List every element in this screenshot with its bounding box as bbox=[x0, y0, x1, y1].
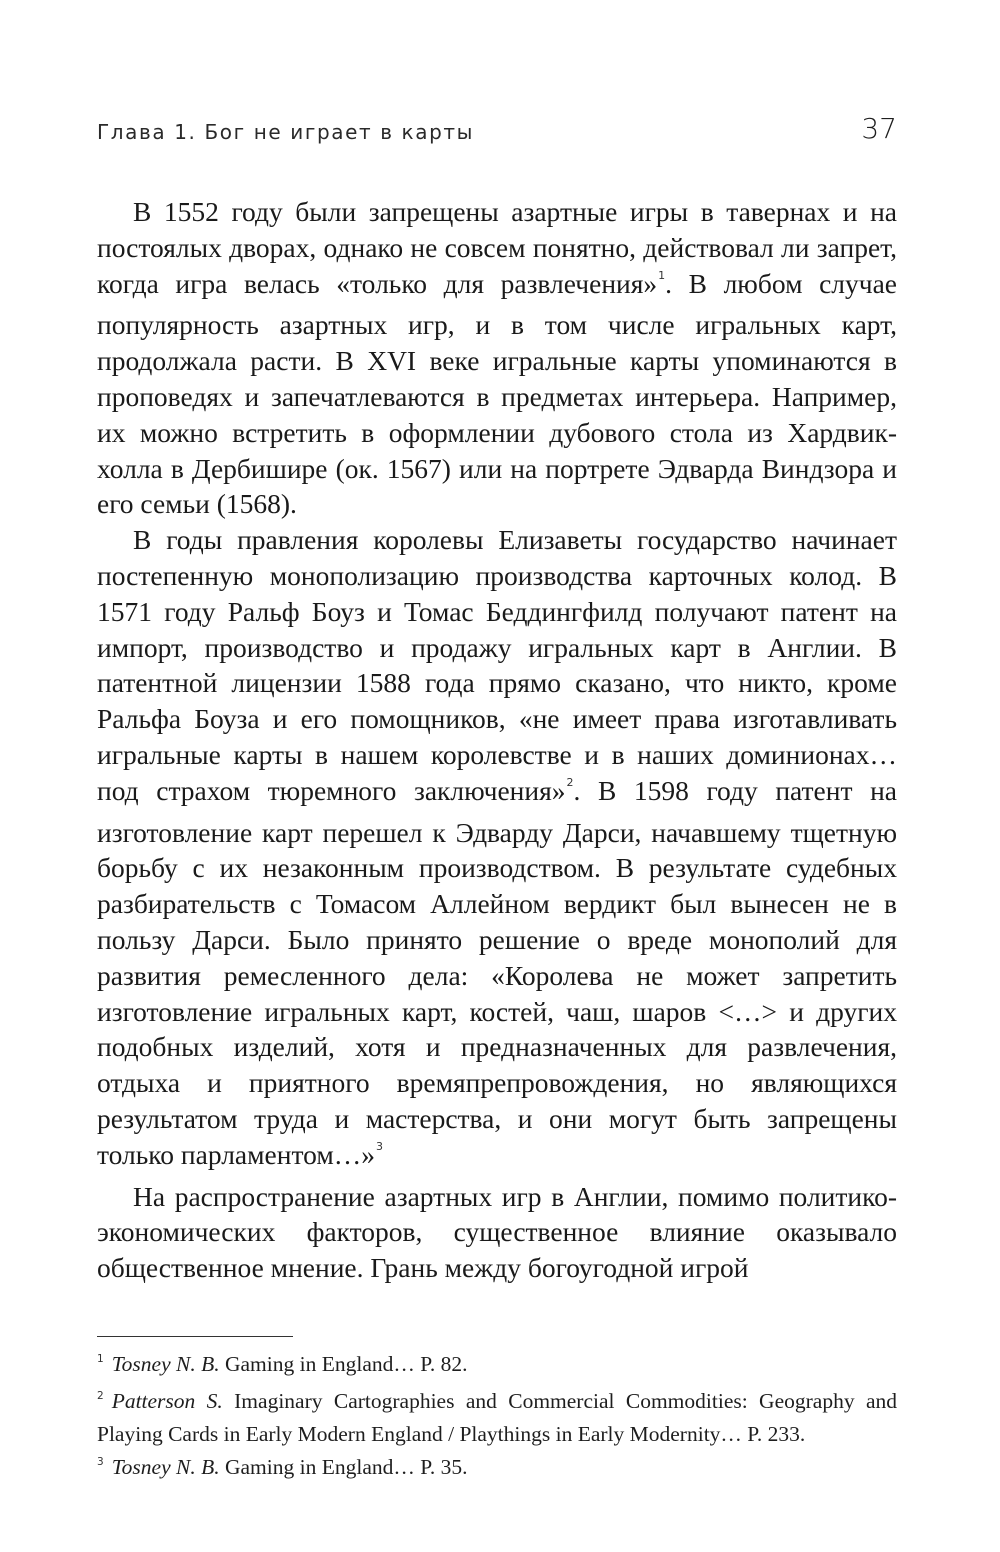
footnote-number: 3 bbox=[97, 1456, 104, 1468]
footnote-ref[interactable]: 2 bbox=[566, 775, 574, 789]
paragraph-text: . В 1598 году патент на изготовление карт перешел к Эдварду Дарси, начавшему тщетную борьбу с их незаконным производством. В результате судебных разбирательств с Томасом Аллейном вердикт был вынесен не в пользу Дарси. Было принято решение о вреде монополий для развития ремесленного дела: «Королева не может запретить изготовление игральных карт, костей, чаш, шаров <…> и других подобных изделий, хотя и предназначенных для развлечения, отдыха и приятного времяпрепровождения, но являющихся результатом труда и мастерства, и они могут быть запрещены только парламентом…» bbox=[97, 774, 897, 1170]
footnote-author: Tosney N. B. bbox=[111, 1455, 220, 1479]
footnote-1 bbox=[97, 1350, 897, 1383]
paragraph-1 bbox=[97, 194, 897, 522]
paragraph-text: В годы правления королевы Елизаветы государство начинает постепенную монополизацию производства карточных колод. В 1571 году Ральф Боуз и Томас Беддингфилд получают патент на импорт, производство и продажу игральных карт в Англии. В патентной лицензии 1588 года прямо сказано, что никто, кроме Ральфа Боуза и его помощников, «не имеет права изготавливать игральные карты в нашем королевстве и в наших доминионах… под страхом тюремного заключения» bbox=[97, 524, 897, 806]
paragraph-3: На распространение азартных игр в Англии, помимо политико-экономических факторов, существенное влияние оказывало общественное мнение. Грань между богоугодной игрой bbox=[97, 1180, 897, 1284]
paragraph-text: В 1552 году были запрещены азартные игры в тавернах и на постоялых дворах, однако не совсем понятно, действовал ли запрет, когда игра велась «только для развлечения» bbox=[97, 196, 897, 299]
chapter-title: Глава 1. Бог не играет в карты bbox=[97, 120, 475, 144]
footnote-ref[interactable]: 3 bbox=[376, 1139, 383, 1153]
footnote-2 bbox=[97, 1387, 897, 1449]
footnote-text: Imaginary Cartographies and Commercial Commodities: Geography and Playing Cards in Early Modern England / Playthings in Early Modernity… P. 233. bbox=[97, 1389, 897, 1446]
footnote-number: 2 bbox=[97, 1390, 104, 1402]
footnote-author: Tosney N. B. bbox=[111, 1352, 220, 1376]
body-text bbox=[97, 194, 897, 1286]
paragraph-2 bbox=[97, 522, 897, 1178]
page-number: 37 bbox=[861, 112, 897, 145]
running-head bbox=[97, 112, 897, 156]
footnote-author: Patterson S. bbox=[111, 1389, 223, 1413]
footnotes bbox=[97, 1350, 897, 1490]
footnote-text: Gaming in England… P. 35. bbox=[219, 1455, 468, 1479]
footnote-3 bbox=[97, 1453, 897, 1486]
footnote-text: Gaming in England… P. 82. bbox=[219, 1352, 468, 1376]
footnote-number: 1 bbox=[97, 1353, 104, 1365]
footnote-ref[interactable]: 1 bbox=[658, 268, 666, 282]
footnote-divider bbox=[97, 1336, 293, 1337]
paragraph-text: . В любом случае популярность азартных игр, и в том числе игральных карт, продолжала расти. В XVI веке игральные карты упоминаются в проповедях и запечатлеваются в предметах интерьера. Например, их можно встретить в оформлении дубового стола из Хардвик-холла в Дербишире (ок. 1567) или на портрете Эдварда Виндзора и его семьи (1568). bbox=[97, 267, 897, 520]
